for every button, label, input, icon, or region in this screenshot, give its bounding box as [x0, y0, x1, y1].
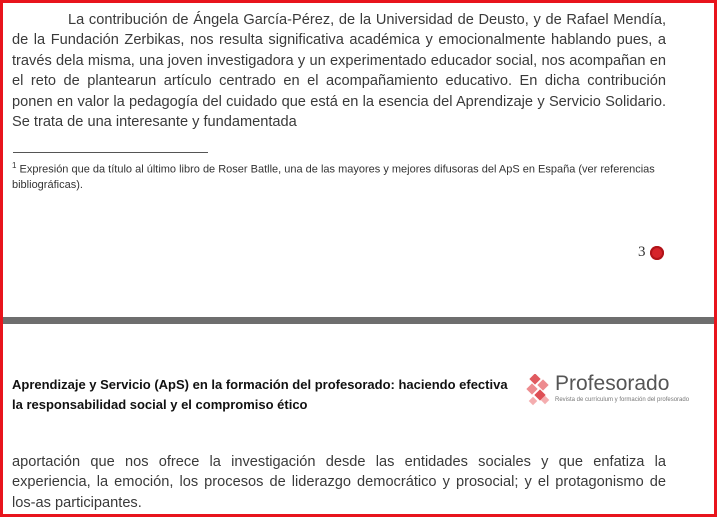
running-header-title: Aprendizaje y Servicio (ApS) en la formación del profesorado: haciendo efectiva la responsabilidad social y el compromiso ético: [12, 377, 508, 412]
logo-tagline: Revista de currículum y formación del profesorado: [555, 397, 690, 403]
footnote-marker: 1: [12, 161, 17, 170]
page-number: 3: [638, 244, 646, 260]
bottom-paragraph: aportación que nos ofrece la investigación desde las entidades sociales y que enfatiza la experiencia, la emoción, los procesos de liderazgo democrático y prosocial; y el protagonismo de los-as participantes.: [12, 454, 666, 511]
footnote-text: Expresión que da título al último libro de Roser Batlle, una de las mayores y mejores difusoras del ApS en España (ver referencias bibliográficas).: [12, 163, 655, 191]
top-paragraph: La contribución de Ángela García-Pérez, de la Universidad de Deusto, y de Rafael Mendía, de la Fundación Zerbikas, nos resulta significativa académica y emocionalmente hablando pues, a través dela misma, una joven investigadora y un experimentado educador social, nos acompañan en el reto de plantearun artículo centrado en el acompañamiento educativo. En dicha contribución ponen en valor la pedagogía del cuidado que está en la esencia del Aprendizaje y Servicio Solidario. Se trata de una interesante y fundamentada: [12, 12, 666, 131]
logo-wordmark: Profesorado: [555, 372, 670, 395]
